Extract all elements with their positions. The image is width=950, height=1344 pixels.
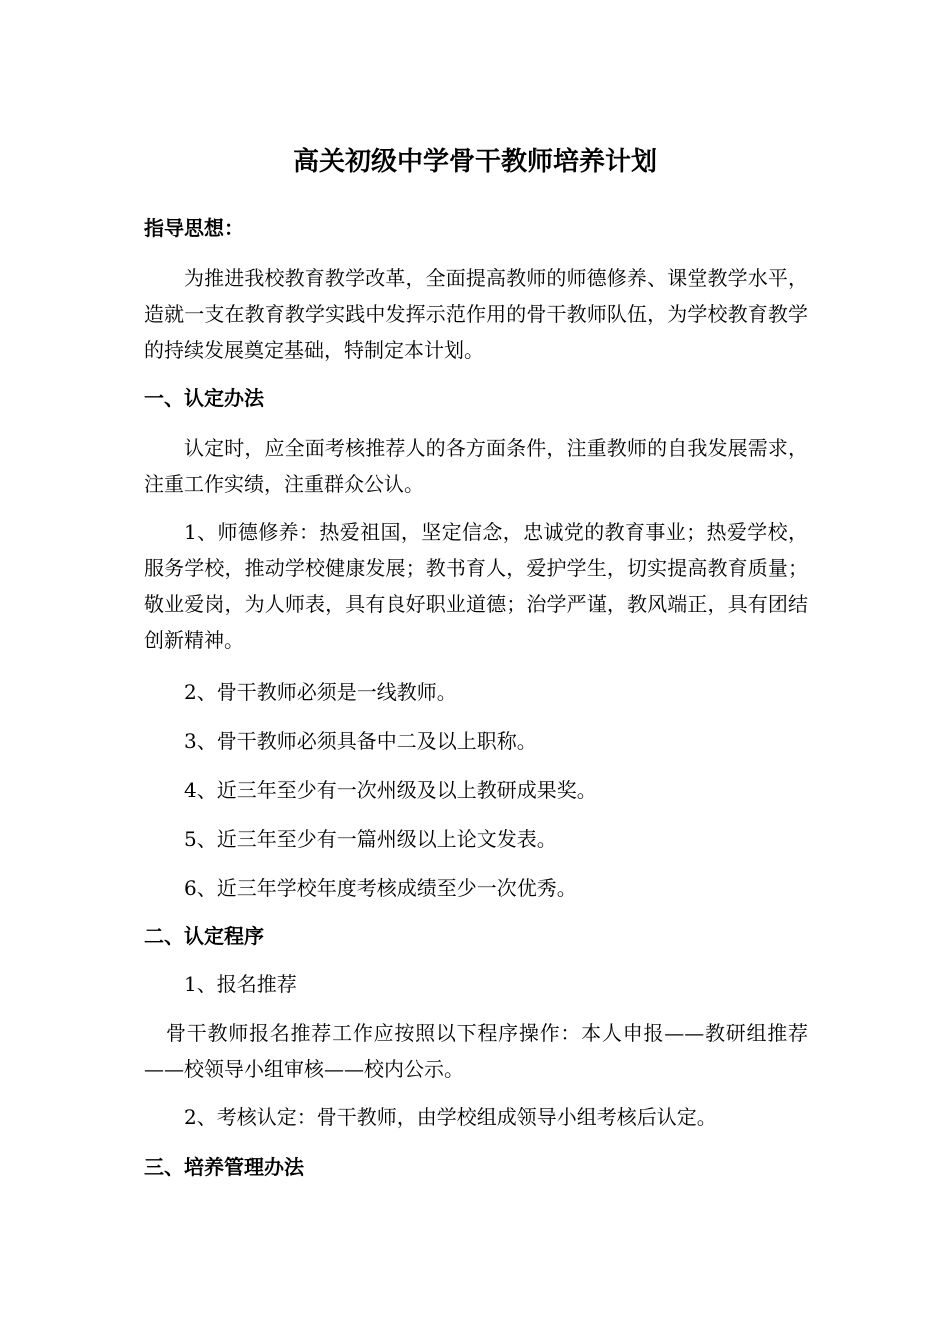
section1-item-1: 1、师德修养：热爱祖国，坚定信念，忠诚党的教育事业；热爱学校，服务学校，推动学校健康发展；教书育人，爱护学生，切实提高教育质量；敬业爱岗，为人师表，具有良好职业道德；治学严谨，教风端正，具有团结创新精神。 [144,520,808,652]
section1-heading: 一、认定办法 [144,386,264,410]
guiding-paragraph: 为推进我校教育教学改革，全面提高教师的师德修养、课堂教学水平，造就一支在教育教学实践中发挥示范作用的骨干教师队伍，为学校教育教学的持续发展奠定基础，特制定本计划。 [144,266,808,362]
section2-step2-text: 2、考核认定：骨干教师，由学校组成领导小组考核后认定。 [184,1105,717,1129]
section2-heading: 二、认定程序 [144,924,264,948]
section1-item-3: 3、骨干教师必须具备中二及以上职称。 [184,729,537,753]
section3-heading: 三、培养管理办法 [144,1155,304,1179]
section1-item-5: 5、近三年至少有一篇州级以上论文发表。 [184,827,557,851]
section2-step1-title: 1、报名推荐 [184,972,297,996]
section1-item-2: 2、骨干教师必须是一线教师。 [184,680,457,704]
section1-item-4: 4、近三年至少有一次州级及以上教研成果奖。 [184,778,597,802]
document-title: 高关初级中学骨干教师培养计划 [292,147,657,177]
section2-step1-text: 骨干教师报名推荐工作应按照以下程序操作：本人申报——教研组推荐——校领导小组审核——校内公示。 [144,1021,808,1081]
guiding-heading: 指导思想： [144,216,244,240]
section1-intro: 认定时，应全面考核推荐人的各方面条件，注重教师的自我发展需求，注重工作实绩，注重群众公认。 [144,436,808,496]
section1-item-6: 6、近三年学校年度考核成绩至少一次优秀。 [184,876,577,900]
